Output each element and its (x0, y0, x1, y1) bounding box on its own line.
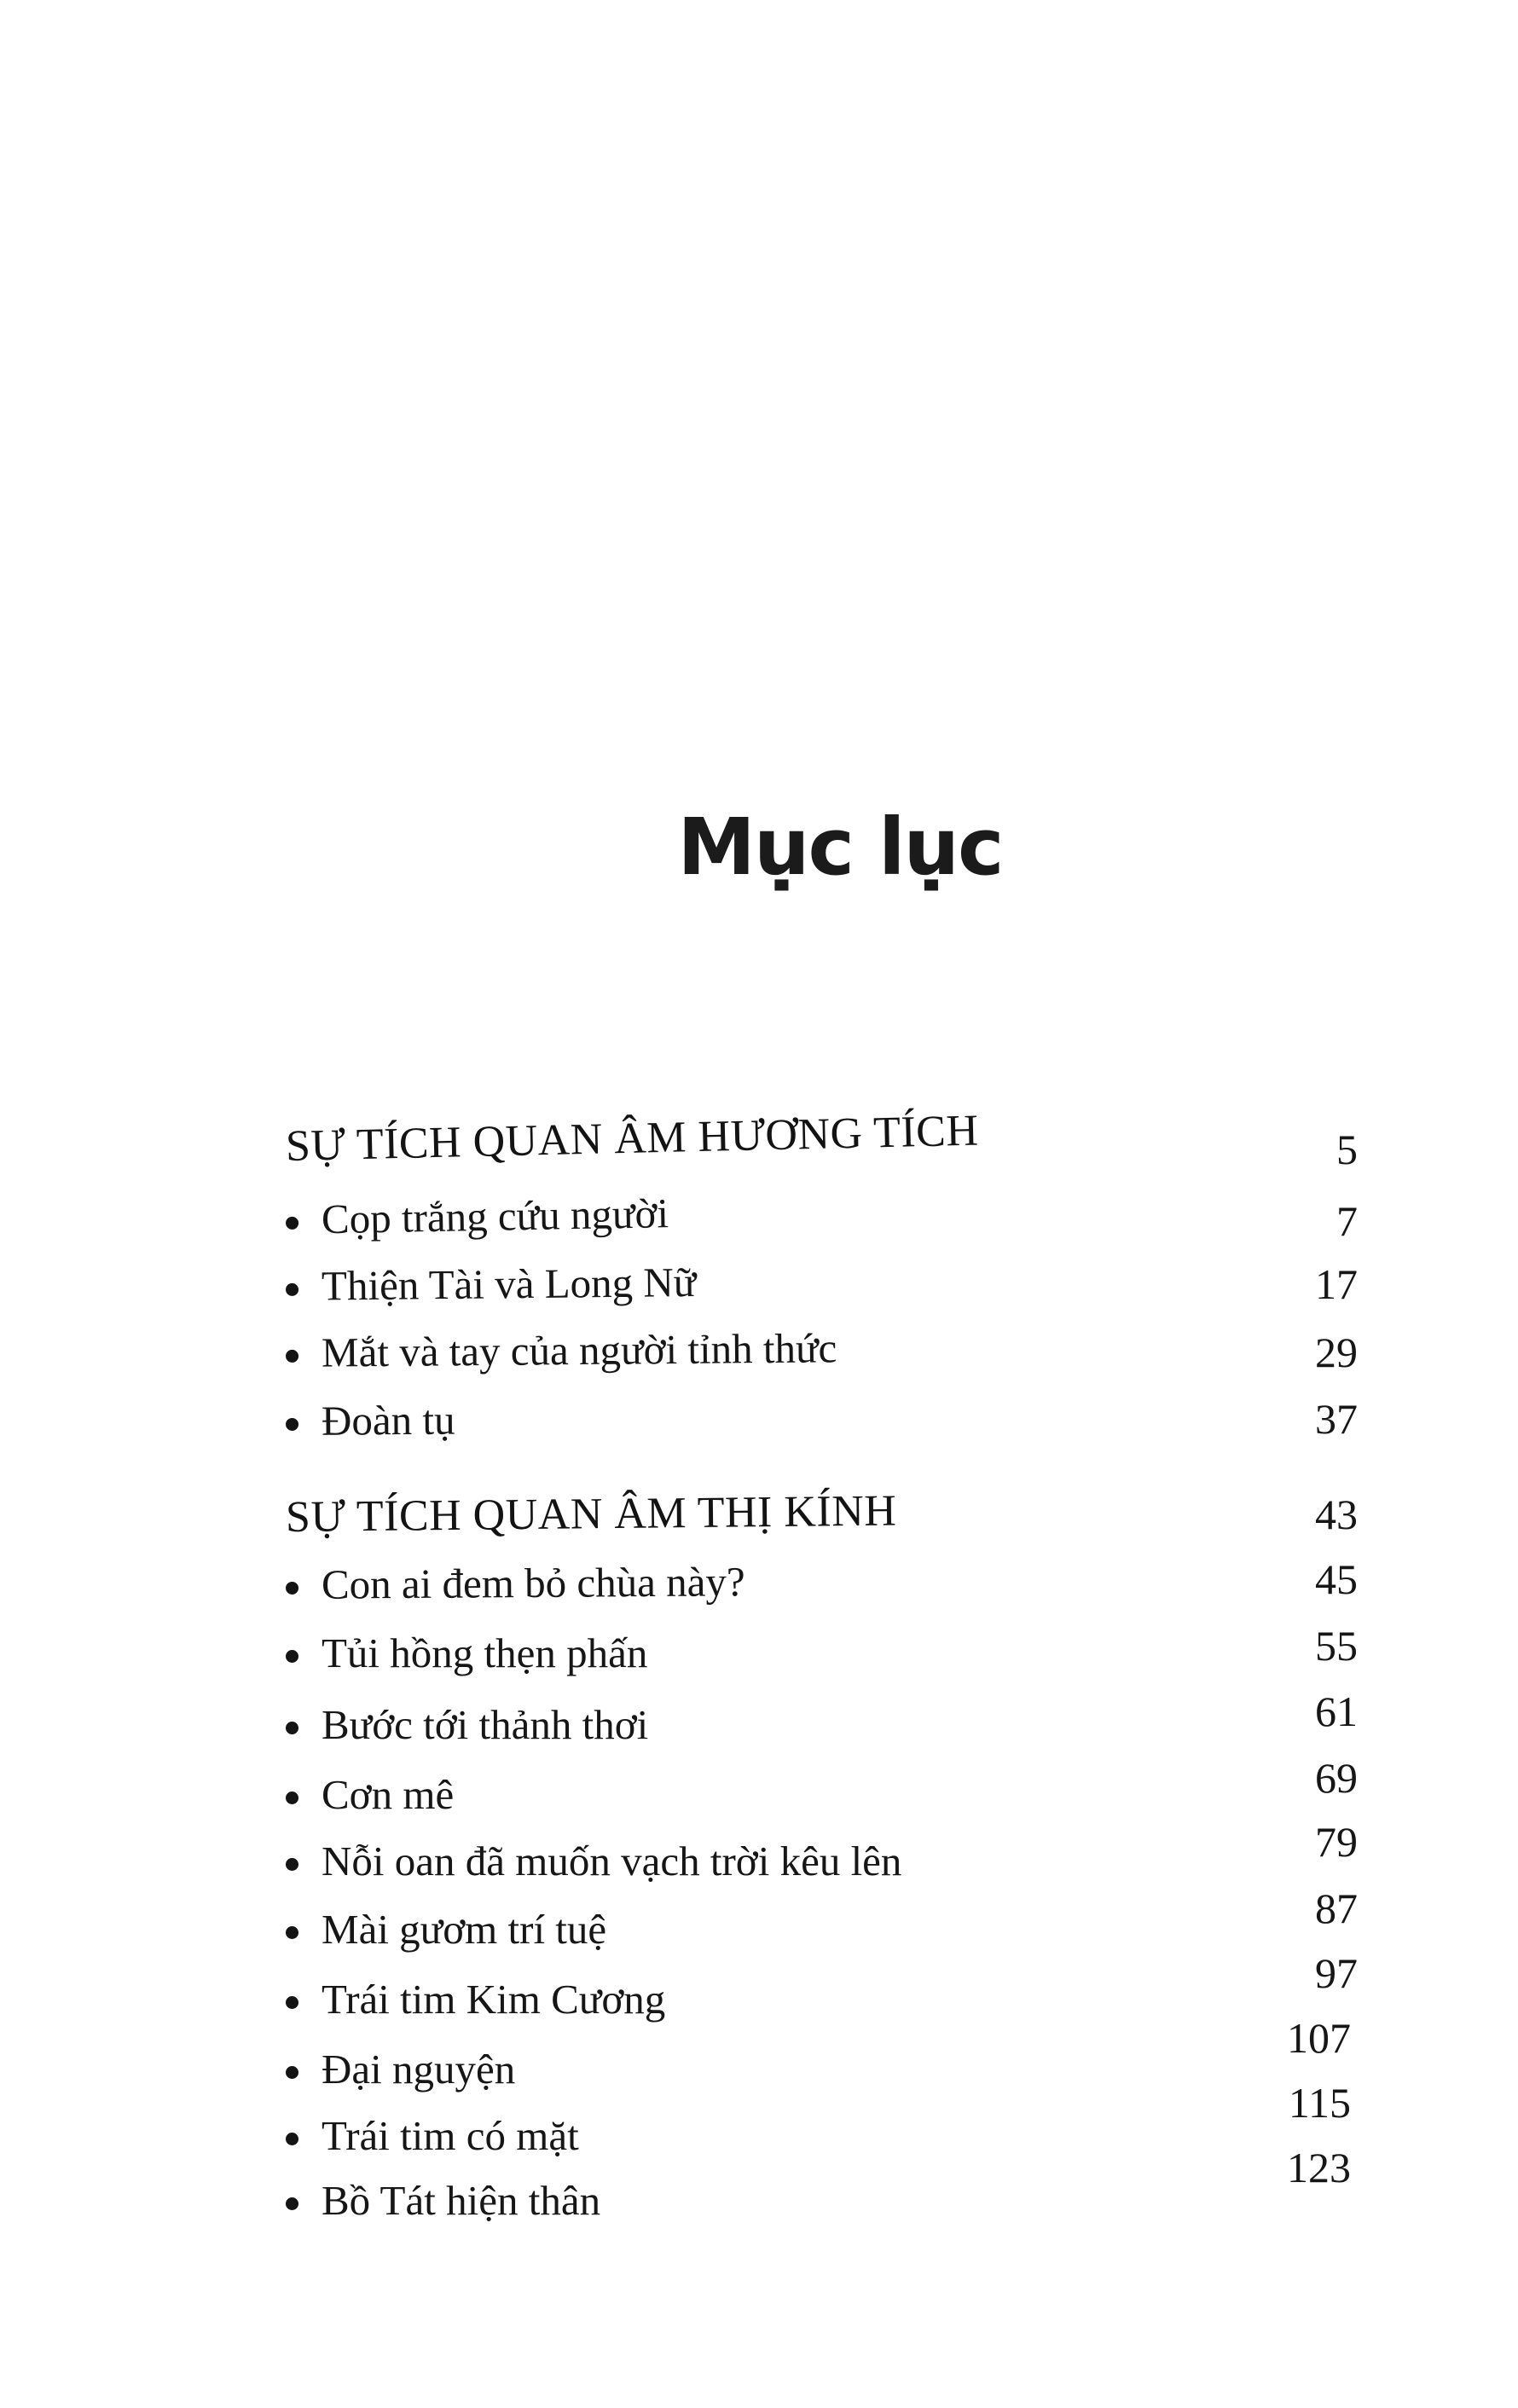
page-title: Mục lục (677, 802, 1003, 893)
toc-page-number: 97 (1315, 1949, 1358, 1997)
toc-page-number: 87 (1315, 1884, 1358, 1932)
toc-entry-label: Trái tim Kim Cương (322, 1975, 666, 2023)
toc-entry (286, 1767, 454, 1821)
toc-entry (286, 1320, 837, 1380)
toc-entry (286, 1833, 901, 1888)
bullet-icon (286, 1282, 298, 1295)
toc-entry-label: Cọp trắng cứu người (321, 1189, 669, 1242)
bullet-icon (286, 2066, 298, 2079)
bullet-icon (286, 2197, 298, 2210)
toc-entry-label: Đoàn tụ (321, 1396, 455, 1444)
toc-page-number: 45 (1315, 1555, 1358, 1603)
toc-entry-label: Bồ Tát hiện thân (322, 2176, 601, 2224)
toc-page-number: 107 (1287, 2014, 1351, 2062)
toc-page-number: 123 (1287, 2144, 1351, 2191)
toc-page-number: 43 (1315, 1491, 1358, 1538)
toc-page-number: 7 (1336, 1197, 1358, 1245)
toc-entry-label: Trái tim có mặt (322, 2111, 579, 2159)
toc-page-number: 115 (1288, 2079, 1351, 2127)
toc-entry-label: Cơn mê (322, 1770, 455, 1818)
toc-section-huong-tich (285, 1103, 979, 1173)
toc-entry-label: Con ai đem bỏ chùa này? (321, 1557, 745, 1608)
toc-page-number: 69 (1315, 1754, 1358, 1802)
toc-entry (286, 2041, 515, 2096)
bullet-icon (286, 1792, 298, 1804)
toc-entry-label: Nỗi oan đã muốn vạch trời kêu lên (322, 1837, 902, 1884)
toc-page-number: 17 (1315, 1260, 1358, 1308)
toc-entry-label: Mắt và tay của người tỉnh thức (321, 1323, 837, 1376)
toc-entry (285, 1185, 669, 1247)
toc-page-number: 61 (1315, 1687, 1358, 1735)
toc-page-number: 79 (1315, 1818, 1358, 1866)
toc-page-number: 5 (1336, 1126, 1358, 1173)
bullet-icon (286, 1417, 298, 1430)
toc-entry (286, 1971, 665, 2026)
toc-entry (286, 1392, 455, 1448)
bullet-icon (286, 1996, 298, 2009)
toc-section-thi-kinh (286, 1484, 897, 1544)
bullet-icon (286, 2133, 298, 2145)
toc-entry (286, 1554, 745, 1612)
bullet-icon (286, 1722, 298, 1734)
toc-page-number: 29 (1315, 1328, 1358, 1376)
toc-page-number: 55 (1315, 1622, 1358, 1670)
bullet-icon (286, 1650, 298, 1663)
toc-entry-label: Bước tới thảnh thơi (322, 1700, 649, 1748)
toc-entry (286, 1254, 697, 1313)
toc-entry (286, 2108, 579, 2162)
toc-entry (286, 1697, 648, 1751)
toc-entry-label: Tủi hồng thẹn phấn (322, 1629, 648, 1676)
toc-entry (286, 1625, 647, 1680)
bullet-icon (286, 1858, 298, 1871)
toc-section-label: SỰ TÍCH QUAN ÂM THỊ KÍNH (285, 1486, 897, 1542)
toc-entry (286, 1902, 606, 1956)
toc-entry-label: Thiện Tài và Long Nữ (321, 1258, 697, 1310)
bullet-icon (286, 1581, 298, 1594)
bullet-icon (286, 1926, 298, 1939)
toc-entry-label: Mài gươm trí tuệ (322, 1905, 607, 1953)
bullet-icon (286, 1216, 298, 1229)
toc-entry-label: Đại nguyện (322, 2045, 516, 2093)
toc-entry (286, 2173, 600, 2227)
toc-page-number: 37 (1315, 1395, 1358, 1443)
bullet-icon (286, 1349, 298, 1362)
toc-section-label: SỰ TÍCH QUAN ÂM HƯƠNG TÍCH (285, 1106, 980, 1171)
